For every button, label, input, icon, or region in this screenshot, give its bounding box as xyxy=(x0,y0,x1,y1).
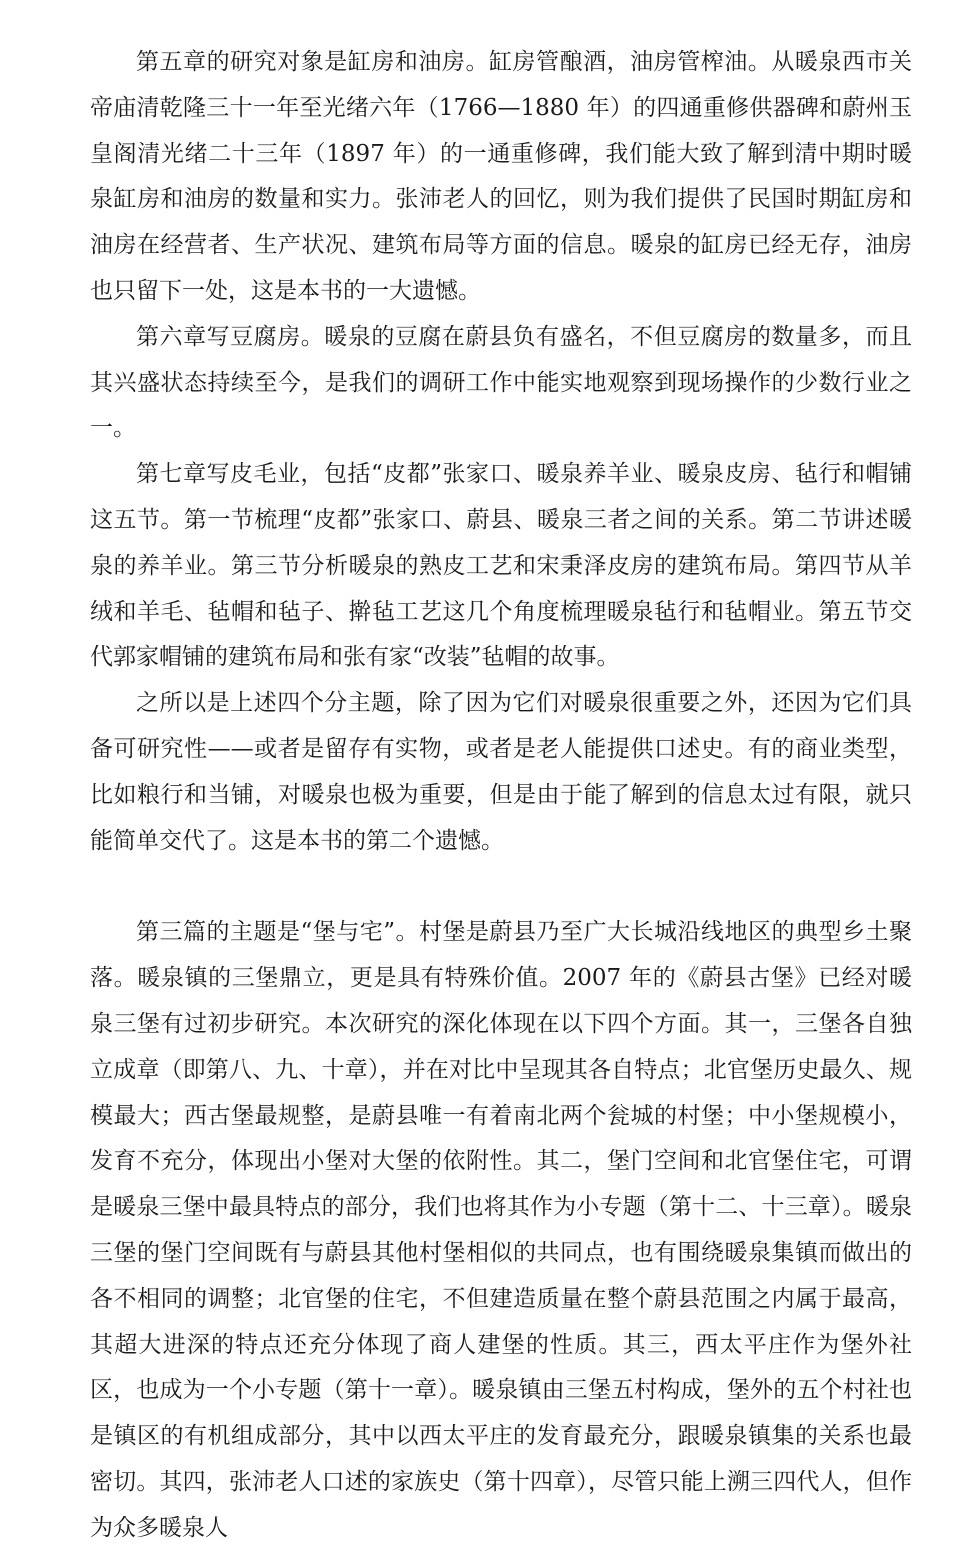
section-divider-space xyxy=(90,864,912,910)
document-page xyxy=(90,40,912,1552)
paragraph-chapter-6: 第六章写豆腐房。暖泉的豆腐在蔚县负有盛名，不但豆腐房的数量多，而且其兴盛状态持续至今，是我们的调研工作中能实地观察到现场操作的少数行业之一。 xyxy=(90,323,912,442)
paragraph-chapter-7: 第七章写皮毛业，包括“皮都”张家口、暖泉养羊业、暖泉皮房、毡行和帽铺这五节。第一节梳理“皮都”张家口、蔚县、暖泉三者之间的关系。第二节讲述暖泉的养羊业。第三节分析暖泉的熟皮工艺和宋秉泽皮房的建筑布局。第四节从羊绒和羊毛、毡帽和毡子、擀毡工艺这几个角度梳理暖泉毡行和毡帽业。第五节交代郭家帽铺的建筑布局和张有家“改装”毡帽的故事。 xyxy=(90,461,912,671)
paragraph-part-3: 第三篇的主题是“堡与宅”。村堡是蔚县乃至广大长城沿线地区的典型乡土聚落。暖泉镇的三堡鼎立，更是具有特殊价值。2007 年的《蔚县古堡》已经对暖泉三堡有过初步研究。本次研究的深化体现在以下四个方面。其一，三堡各自独立成章（即第八、九、十章），并在对比中呈现其各自特点；北官堡历史最久、规模最大；西古堡最规整，是蔚县唯一有着南北两个瓮城的村堡；中小堡规模小，发育不充分，体现出小堡对大堡的依附性。其二，堡门空间和北官堡住宅，可谓是暖泉三堡中最具特点的部分，我们也将其作为小专题（第十二、十三章）。暖泉三堡的堡门空间既有与蔚县其他村堡相似的共同点，也有围绕暖泉集镇而做出的各不相同的调整；北官堡的住宅，不但建造质量在整个蔚县范围之内属于最高，其超大进深的特点还充分体现了商人建堡的性质。其三，西太平庄作为堡外社区，也成为一个小专题（第十一章）。暖泉镇由三堡五村构成，堡外的五个村社也是镇区的有机组成部分，其中以西太平庄的发育最充分，跟暖泉镇集的关系也最密切。其四，张沛老人口述的家族史（第十四章），尽管只能上溯三四代人，但作为众多暖泉人 xyxy=(90,919,912,1541)
paragraph-summary: 之所以是上述四个分主题，除了因为它们对暖泉很重要之外，还因为它们具备可研究性——或者是留存有实物，或者是老人能提供口述史。有的商业类型，比如粮行和当铺，对暖泉也极为重要，但是由于能了解到的信息太过有限，就只能简单交代了。这是本书的第二个遗憾。 xyxy=(90,690,912,854)
paragraph-chapter-5: 第五章的研究对象是缸房和油房。缸房管酿酒，油房管榨油。从暖泉西市关帝庙清乾隆三十一年至光绪六年（1766—1880 年）的四通重修供器碑和蔚州玉皇阁清光绪二十三年（1897 年）的一通重修碑，我们能大致了解到清中期时暖泉缸房和油房的数量和实力。张沛老人的回忆，则为我们提供了民国时期缸房和油房在经营者、生产状况、建筑布局等方面的信息。暖泉的缸房已经无存，油房也只留下一处，这是本书的一大遗憾。 xyxy=(90,49,912,304)
